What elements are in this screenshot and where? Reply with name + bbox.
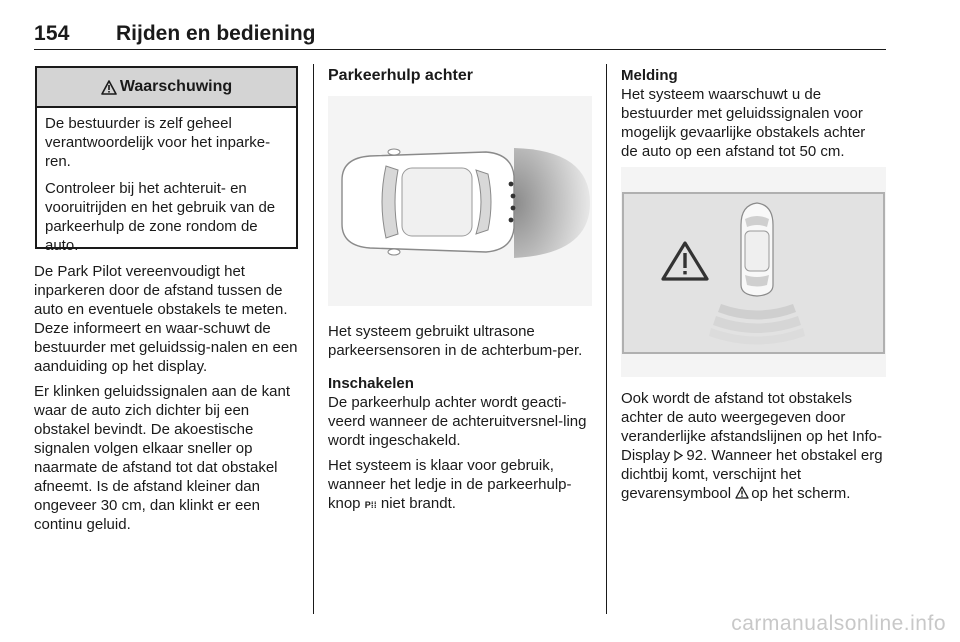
column-1-text (34, 262, 300, 534)
page-number: 154 (34, 22, 70, 45)
subheading-melding: Melding (621, 67, 678, 84)
warning-symbol-icon (735, 486, 749, 499)
body-paragraph (621, 389, 886, 503)
paragraph-text: Ook wordt de afstand tot obstakels achter de auto weergegeven door veranderlijke afstandslijnen op het Info-Display (621, 390, 882, 464)
page-reference-arrow-icon (674, 450, 683, 461)
body-paragraph: Het systeem gebruikt ultrasone parkeersensoren in de achterbum-per. (328, 323, 583, 359)
body-paragraph (328, 456, 592, 515)
body-paragraph: Het systeem waarschuwt u de bestuurder met geluidssignalen voor mogelijk gevaarlijke obstakels achter de auto op een afstand tot 50 cm. (621, 86, 866, 160)
warning-paragraph: De bestuurder is zelf geheel verantwoordelijk voor het inparke-ren. (45, 115, 271, 170)
warning-title: Waarschuwing (119, 78, 233, 95)
paragraph-text: op het scherm. (751, 485, 851, 502)
body-paragraph: De parkeerhulp achter wordt geacti-veerd wanneer de achteruitversnel-ling wordt ingeschakeld. (328, 394, 587, 449)
rear-sensor-figure (328, 96, 592, 306)
warning-header (37, 68, 296, 108)
info-display-figure (621, 167, 886, 377)
warning-box (35, 66, 298, 254)
column-2-text (328, 322, 592, 515)
header-rule (34, 49, 886, 50)
paragraph-text: . Wanneer het obstakel erg dichtbij komt, verschijnt het gevarensymbool (621, 447, 883, 502)
body-paragraph: Er klinken geluidssignalen aan de kant waar de auto zich dichter bij een obstakel bevindt. De akoestische signalen volgen elkaar sneller op naarmate de afstand tot dat obstakel afneemt. Is de afstand kleiner dan ongeveer 30 cm, dan klinkt er een continu geluid. (34, 383, 291, 533)
section-heading: Parkeerhulp achter (328, 67, 473, 84)
column-divider-1 (313, 64, 314, 614)
paragraph-text: niet brandt. (376, 495, 456, 512)
warning-paragraph: Controleer bij het achteruit- en vooruitrijden en het gebruik van de parkeerhulp de zone rondom de auto. (45, 180, 276, 254)
car-rear-sensor-illustration (328, 96, 592, 306)
page-title: Rijden en bediening (116, 22, 316, 45)
column-3-top-text (621, 66, 886, 161)
column-divider-2 (606, 64, 607, 614)
body-paragraph: De Park Pilot vereenvoudigt het inparkeren door de afstand tussen de auto en eventuele obstakels te meten. Deze informeert en waar-schuwt de bestuurder met geluidssig-nalen en een aanduiding op het display. (34, 263, 298, 375)
watermark: carmanualsonline.info (731, 612, 946, 635)
subheading-inschakelen: Inschakelen (328, 375, 414, 392)
info-display-illustration (621, 167, 886, 377)
paragraph-text: Het systeem is klaar voor gebruik, wanneer het ledje in de parkeerhulp-knop (328, 457, 572, 512)
park-button-symbol: P⁞⁞ (364, 500, 377, 510)
page-reference: 92 (686, 447, 704, 464)
warning-icon (101, 80, 117, 95)
column-3-bottom-text (621, 389, 886, 503)
